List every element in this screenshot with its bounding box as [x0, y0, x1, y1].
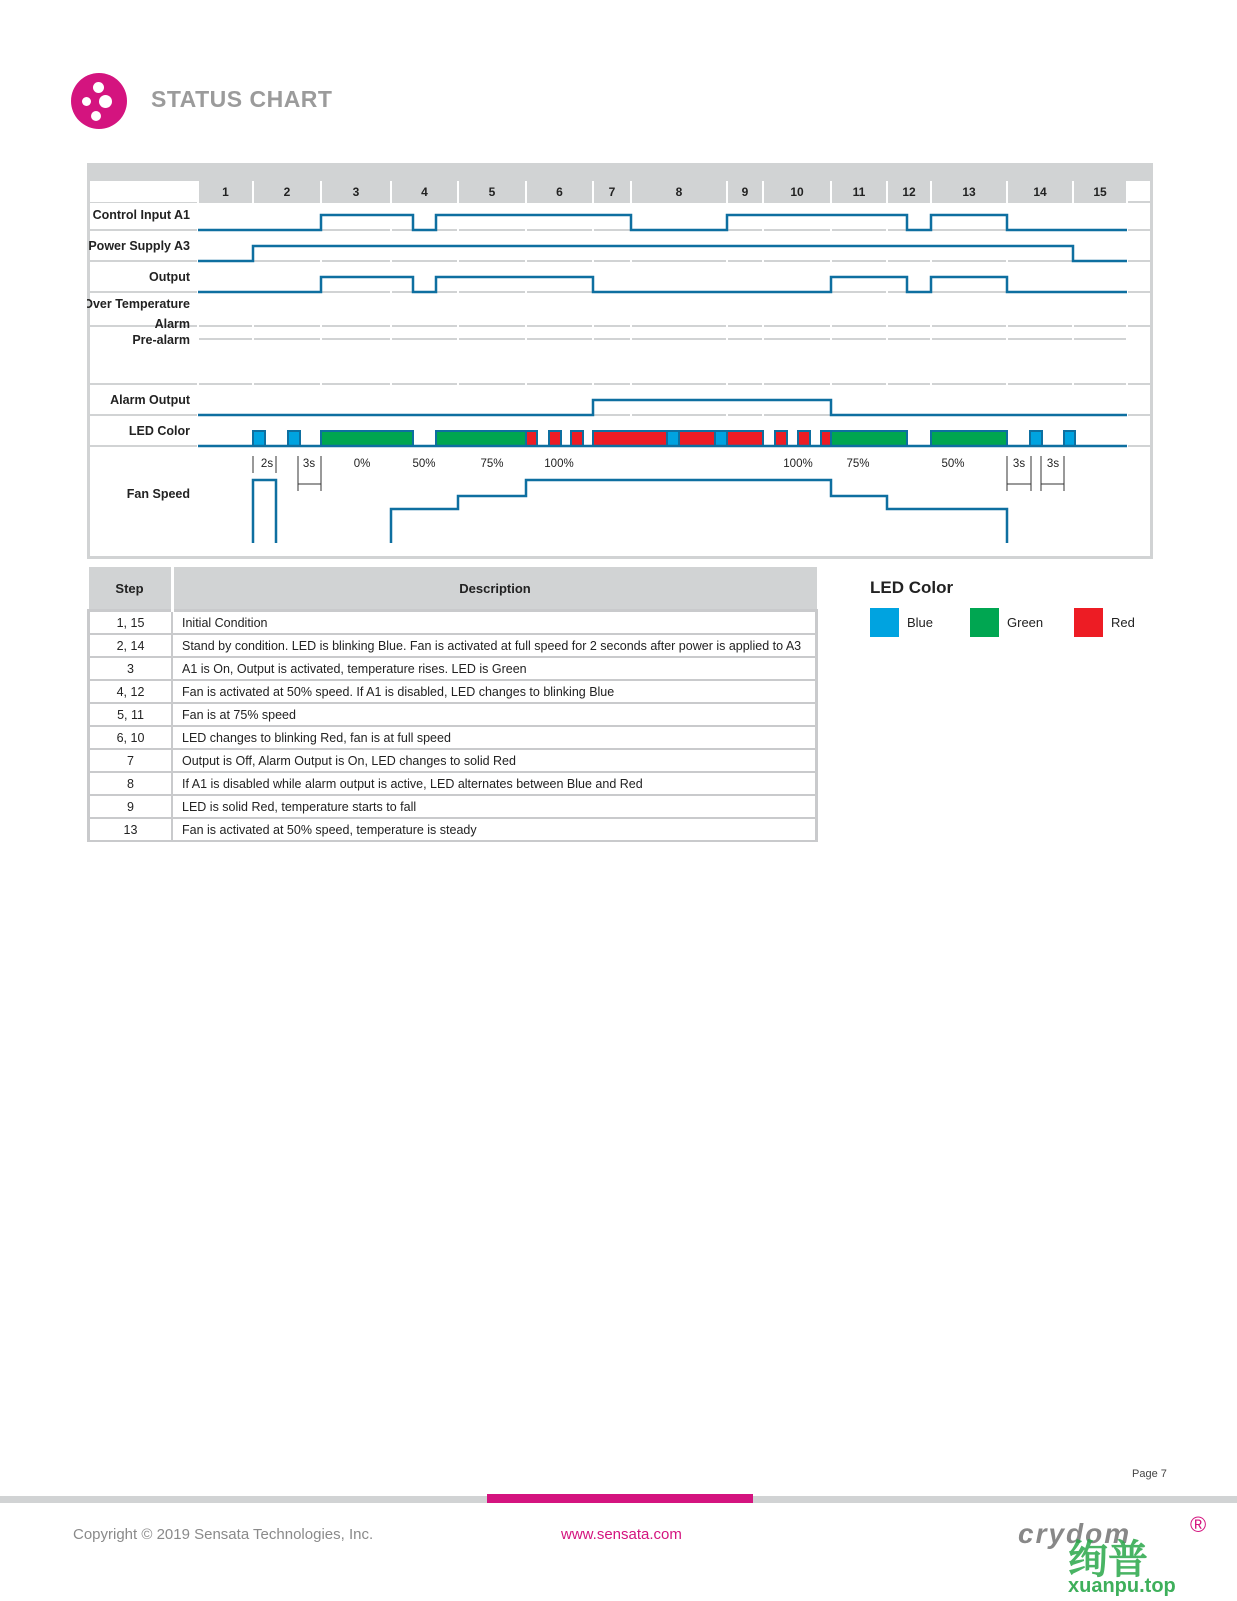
- step-number: 9: [741, 185, 749, 199]
- row-label: LED Color: [128, 424, 190, 438]
- red-swatch: [1074, 608, 1103, 637]
- green-swatch: [970, 608, 999, 637]
- step-description-table: [87, 567, 818, 842]
- led-pulse: [1064, 431, 1075, 446]
- step-number: 4: [421, 185, 428, 199]
- step-number: 12: [902, 185, 916, 199]
- blue-swatch: [870, 608, 899, 637]
- step-number: 11: [852, 185, 866, 199]
- led-pulse: [526, 431, 537, 446]
- step-cell: 3: [89, 657, 173, 680]
- step-number: 1: [222, 185, 229, 199]
- led-pulse: [1030, 431, 1042, 446]
- led-pulse: [798, 431, 810, 446]
- step-number: 2: [283, 185, 291, 199]
- table-row: [89, 818, 817, 841]
- description-cell: Fan is activated at 50% speed, temperature is steady: [172, 818, 817, 841]
- fan-speed-label: 3s: [1046, 458, 1060, 470]
- description-cell: A1 is On, Output is activated, temperature rises. LED is Green: [172, 657, 817, 680]
- crydom-logo: crydom: [1018, 1518, 1132, 1549]
- row-label: Alarm Output: [110, 393, 190, 407]
- table-row: [89, 795, 817, 818]
- fan-speed-label: 100%: [544, 458, 574, 470]
- row-sublabel: Alarm: [154, 317, 190, 331]
- step-number: 15: [1093, 185, 1107, 199]
- description-cell: Stand by condition. LED is blinking Blue. Fan is activated at full speed for 2 seconds after power is applied to A3: [172, 634, 817, 657]
- led-pulse: [321, 431, 413, 446]
- step-number: 7: [608, 185, 616, 199]
- led-pulse: [667, 431, 679, 446]
- description-cell: Fan is activated at 50% speed. If A1 is disabled, LED changes to blinking Blue: [172, 680, 817, 703]
- legend-label-blue: Blue: [907, 615, 934, 630]
- fan-speed-label: 100%: [783, 458, 813, 470]
- table-row: [89, 749, 817, 772]
- website-link[interactable]: www.sensata.com: [561, 1526, 682, 1543]
- description-cell: Fan is at 75% speed: [172, 703, 817, 726]
- led-pulse: [679, 431, 715, 446]
- registered-mark: ®: [1190, 1512, 1207, 1537]
- step-cell: 1, 15: [89, 611, 173, 635]
- legend-title: LED Color: [870, 578, 954, 597]
- led-pulse: [775, 431, 787, 446]
- header-description: Description: [172, 567, 817, 611]
- fan-speed-label: 50%: [941, 458, 965, 470]
- watermark-url: xuanpu.top: [1068, 1575, 1176, 1597]
- row-sublabel: Pre-alarm: [132, 333, 190, 347]
- description-cell: Initial Condition: [172, 611, 817, 635]
- step-cell: 9: [89, 795, 173, 818]
- step-number: 13: [962, 185, 976, 199]
- step-cell: 6, 10: [89, 726, 173, 749]
- led-pulse: [931, 431, 1007, 446]
- step-cell: 5, 11: [89, 703, 173, 726]
- fan-speed-label: 2s: [260, 458, 274, 470]
- step-number: 8: [675, 185, 683, 199]
- sensata-logo: [71, 73, 127, 129]
- step-cell: 13: [89, 818, 173, 841]
- row-label: Control Input A1: [92, 208, 190, 222]
- copyright: Copyright © 2019 Sensata Technologies, Inc.: [73, 1526, 374, 1543]
- led-pulse: [253, 431, 265, 446]
- logo-dot: [93, 82, 104, 93]
- description-cell: Output is Off, Alarm Output is On, LED changes to solid Red: [172, 749, 817, 772]
- legend-label-red: Red: [1111, 615, 1135, 630]
- led-pulse: [571, 431, 583, 446]
- logo-dot: [91, 111, 101, 121]
- led-pulse: [436, 431, 526, 446]
- header-step: Step: [89, 567, 173, 611]
- page-number: Page 7: [1132, 1468, 1167, 1480]
- led-pulse: [831, 431, 907, 446]
- step-cell: 8: [89, 772, 173, 795]
- row-label: Fan Speed: [126, 487, 190, 501]
- row-label: Over Temperature: [87, 297, 190, 311]
- step-cell: 2, 14: [89, 634, 173, 657]
- led-pulse: [288, 431, 300, 446]
- table-row: [89, 680, 817, 703]
- chart-body: [90, 188, 1150, 556]
- legend-label-green: Green: [1007, 615, 1044, 630]
- logo-dot: [82, 97, 91, 106]
- led-pulse: [821, 431, 831, 446]
- led-pulse: [715, 431, 727, 446]
- description-cell: LED is solid Red, temperature starts to fall: [172, 795, 817, 818]
- fan-speed-label: 3s: [302, 458, 316, 470]
- status-chart-svg: [87, 163, 1153, 559]
- table-row: [89, 703, 817, 726]
- fan-speed-label: 3s: [1012, 458, 1026, 470]
- table-row: [89, 634, 817, 657]
- step-header-blank: [90, 181, 198, 202]
- watermark-text: 绚普: [1068, 1538, 1148, 1582]
- led-pulse: [593, 431, 667, 446]
- description-cell: If A1 is disabled while alarm output is active, LED alternates between Blue and Red: [172, 772, 817, 795]
- row-label: Output: [149, 270, 190, 284]
- led-pulse: [549, 431, 561, 446]
- step-number: 5: [488, 185, 496, 199]
- footer-accent: [487, 1494, 753, 1503]
- fan-speed-label: 0%: [353, 458, 371, 470]
- step-number: 6: [556, 185, 563, 199]
- led-pulse: [727, 431, 763, 446]
- table-row: [89, 611, 817, 635]
- fan-speed-label: 75%: [846, 458, 870, 470]
- step-number: 10: [790, 185, 804, 199]
- logo-dot: [99, 95, 112, 108]
- step-cell: 7: [89, 749, 173, 772]
- step-cell: 4, 12: [89, 680, 173, 703]
- page-title: STATUS CHART: [151, 86, 333, 112]
- status-chart: [87, 163, 1153, 564]
- table-row: [89, 772, 817, 795]
- fan-speed-label: 50%: [412, 458, 436, 470]
- table-row: [89, 726, 817, 749]
- fan-speed-label: 75%: [480, 458, 504, 470]
- step-number: 14: [1033, 185, 1047, 199]
- step-number: 3: [352, 185, 360, 199]
- row-label: Power Supply A3: [88, 239, 190, 253]
- description-cell: LED changes to blinking Red, fan is at full speed: [172, 726, 817, 749]
- table-row: [89, 657, 817, 680]
